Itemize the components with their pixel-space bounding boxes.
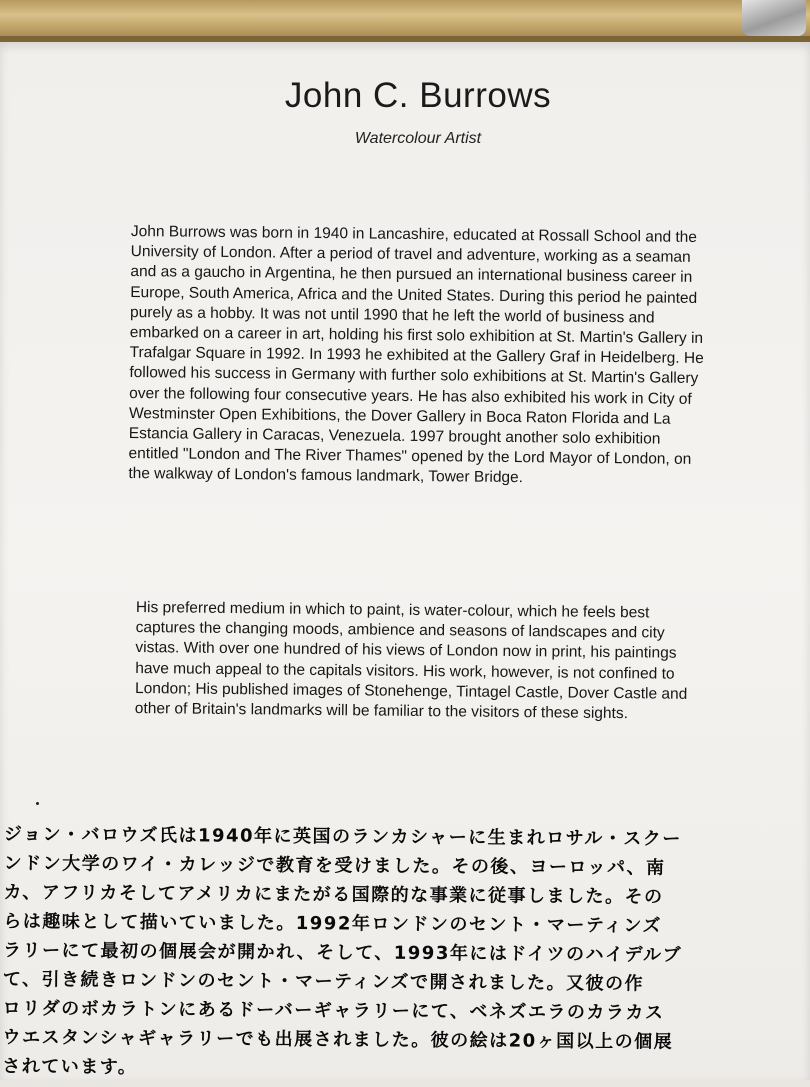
artist-name-title: John C. Burrows [284, 76, 552, 115]
biography-paragraph-2: His preferred medium in which to paint, is water-colour, which he feels best captures the changing moods, ambience and seasons of landscapes and city vistas. With over one hundred of his views of London now in print, his paintings have much appeal to the capitals visitors. His work, however, is not confined to London; His published images of Stonehenge, Tintagel Castle, Dover Castle and other of Britain's landmarks will be familiar to the visitors of these sights. [134, 598, 688, 723]
artist-subtitle: Watercolour Artist [354, 130, 482, 147]
frame-clip [742, 0, 806, 36]
japanese-line: ロリダのボカラトンにあるドーバーギャラリーにて、ベネズエラのカラカス [2, 997, 665, 1024]
picture-frame-edge [0, 0, 810, 42]
japanese-biography [2, 820, 810, 1087]
paper-speck [36, 802, 39, 805]
japanese-line: ジョン・バロウズ氏は1940年に英国のランカシャーに生まれロサル・スクー [3, 823, 682, 850]
biography-paragraph-1: John Burrows was born in 1940 in Lancashire, educated at Rossall School and the University of London. After a period of travel and adventure, working as a seaman and as a gaucho in Argentina, he then pursued an international business career in Europe, South America, Africa and the United States. During this period he painted purely as a hobby. It was not until 1990 that he left the world of business and embarked on a career in art, holding his first solo exhibition at St. Martin's Gallery in Trafalgar Square in 1992. In 1993 he exhibited at the Gallery Graf in Heidelberg. He followed his success in Germany with further solo exhibitions at St. Martin's Gallery over the following four consecutive years. He has also exhibited his work in City of Westminster Open Exhibitions, the Dover Gallery in Boca Raton Florida and La Estancia Gallery in Caracas, Venezuela. 1997 brought another solo exhibition entitled "London and The River Thames" opened by the Lord Mayor of London, on the walkway of London's famous landmark, Tower Bridge. [128, 222, 704, 487]
japanese-line: カ、アフリカそしてアメリカにまたがる国際的な事業に従事しました。その [3, 881, 664, 908]
japanese-line: ラリーにて最初の個展会が開かれ、そして、1993年にはドイツのハイデルブ [3, 939, 683, 966]
japanese-line: らは趣味として描いていました。1992年ロンドンのセント・マーティンズ [3, 910, 662, 937]
japanese-line: て、引き続きロンドンのセント・マーティンズで開されました。又彼の作 [2, 968, 645, 995]
japanese-line: されています。 [2, 1055, 138, 1078]
japanese-line: ンドン大学のワイ・カレッジで教育を受けました。その後、ヨーロッパ、南 [3, 852, 666, 879]
japanese-line: ウエスタンシャギャラリーでも出展されました。彼の絵は20ヶ国以上の個展 [2, 1026, 674, 1053]
